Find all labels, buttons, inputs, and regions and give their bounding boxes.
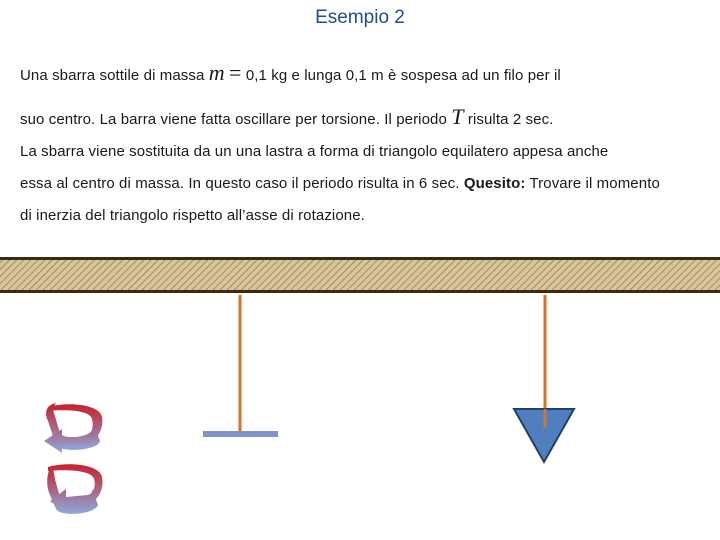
slide-title: Esempio 2 (315, 7, 405, 28)
thin-bar (203, 431, 278, 437)
symbol-mass: m (208, 60, 225, 85)
pendulum-scene (0, 295, 720, 540)
text-line-4-b: Trovare il momento (529, 175, 660, 192)
text-line-2-a: suo centro. La barra viene fatta oscillare per torsione. Il periodo (20, 111, 447, 128)
text-line-1-b: 0,1 kg e lunga 0,1 m è sospesa ad un filo per il (245, 67, 561, 84)
text-line-3: La sbarra viene sostituita da un una lastra a forma di triangolo equilatero appesa anche (20, 143, 609, 160)
text-line-2-b: risulta 2 sec. (467, 111, 554, 128)
text-line-2 (20, 104, 553, 130)
symbol-period: T (451, 104, 464, 129)
text-line-4 (20, 175, 660, 192)
text-line-5: di inerzia del triangolo rispetto all’asse di rotazione. (20, 207, 365, 224)
text-line-1 (20, 60, 561, 86)
rotation-arrows-icon (44, 403, 103, 514)
text-line-4-a: essa al centro di massa. In questo caso il periodo risulta in 6 sec. (20, 175, 460, 192)
ceiling-support (0, 255, 720, 295)
text-line-1-a: Una sbarra sottile di massa (20, 67, 205, 84)
symbol-equals: = (229, 60, 242, 85)
quesito-label: Quesito: (463, 175, 526, 192)
